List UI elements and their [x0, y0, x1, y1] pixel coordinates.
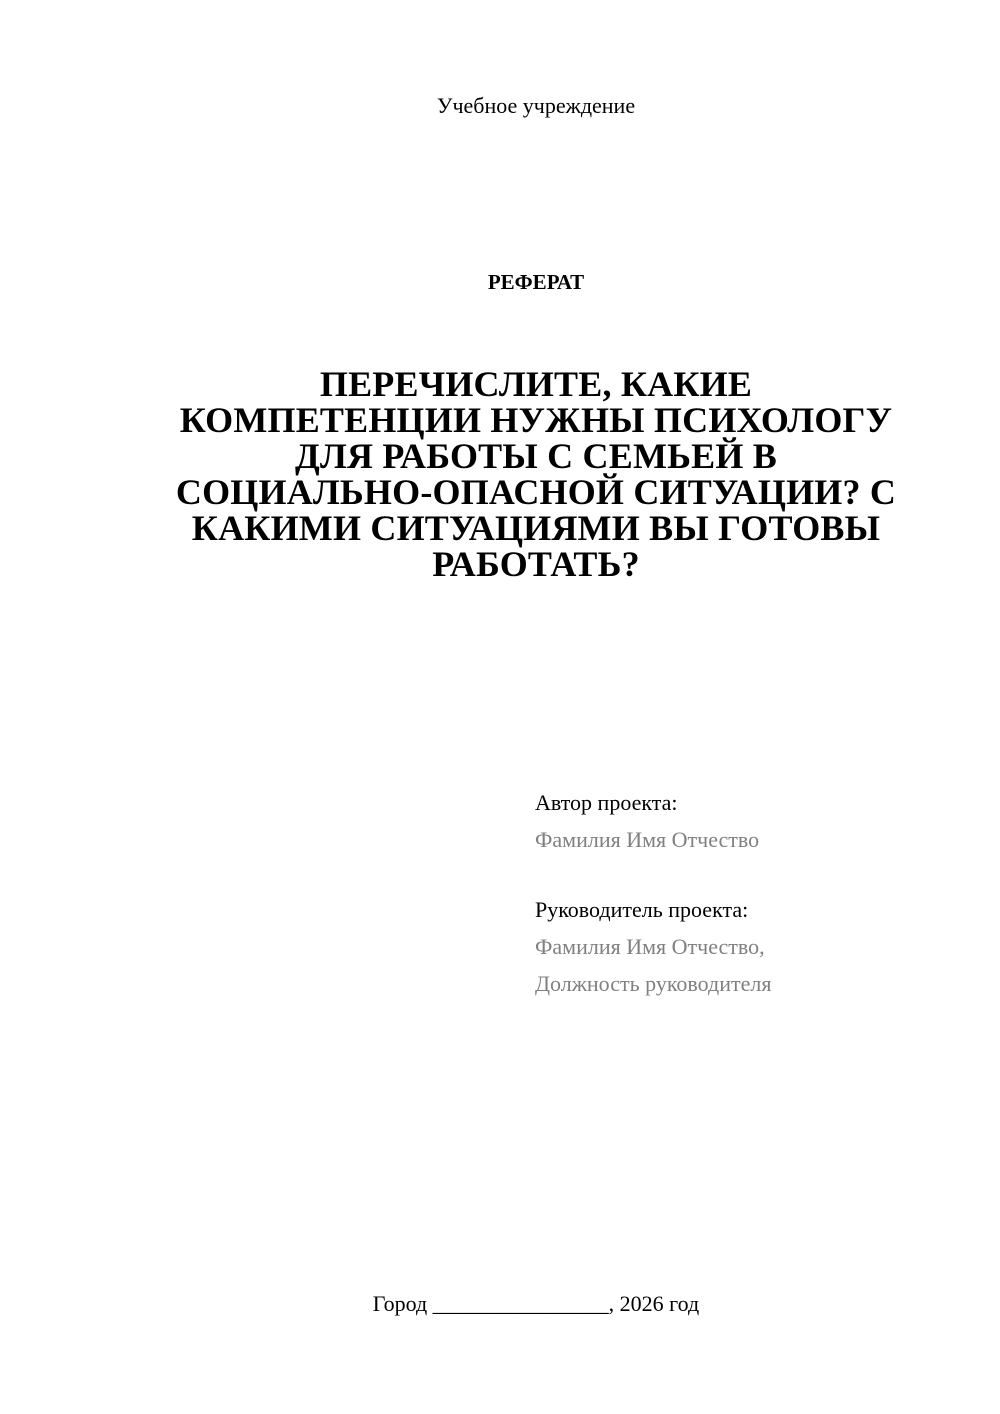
document-title: [140, 366, 932, 582]
supervisor-label: Руководитель проекта:: [535, 897, 749, 922]
author-block: [535, 789, 955, 854]
city-year-footer: Город ________________, 2026 год: [372, 1291, 700, 1316]
author-label: Автор проекта:: [535, 790, 678, 815]
supervisor-block: [535, 896, 955, 998]
author-name: Фамилия Имя Отчество: [535, 827, 760, 852]
title-line: СОЦИАЛЬНО-ОПАСНОЙ СИТУАЦИИ? С: [175, 472, 897, 512]
title-line: ПЕРЕЧИСЛИТЕ, КАКИЕ: [319, 364, 753, 404]
title-line: ДЛЯ РАБОТЫ С СЕМЬЕЙ В: [295, 436, 777, 476]
supervisor-name: Фамилия Имя Отчество,: [535, 934, 765, 959]
title-line: РАБОТАТЬ?: [432, 544, 640, 584]
title-line: КОМПЕТЕНЦИИ НУЖНЫ ПСИХОЛОГУ: [179, 400, 893, 440]
document-type: РЕФЕРАТ: [487, 270, 585, 294]
title-line: КАКИМИ СИТУАЦИЯМИ ВЫ ГОТОВЫ: [191, 508, 881, 548]
supervisor-position: Должность руководителя: [535, 971, 772, 996]
institution-name: Учебное учреждение: [436, 93, 636, 118]
